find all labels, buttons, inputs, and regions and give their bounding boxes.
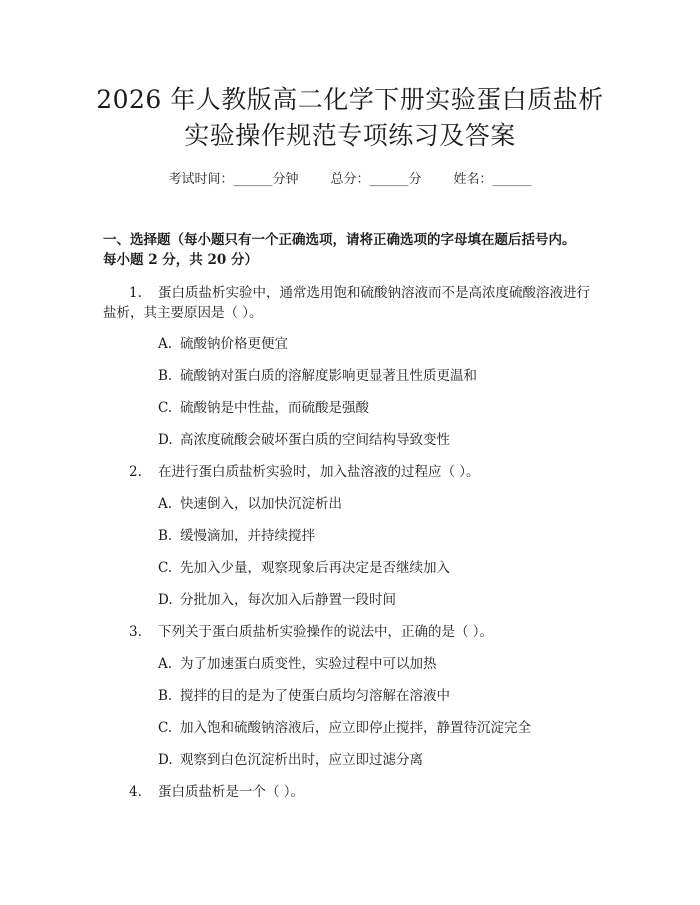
option-letter: B. <box>158 528 173 544</box>
option-letter: A. <box>158 656 173 672</box>
option-1d <box>158 430 598 450</box>
option-letter: A. <box>158 336 173 352</box>
option-text: 搅拌的目的是为了使蛋白质均匀溶解在溶液中 <box>180 688 450 704</box>
option-text: 观察到白色沉淀析出时，应立即过滤分离 <box>180 752 423 768</box>
question-text: 下列关于蛋白质盐析实验操作的说法中，正确的是（ ）。 <box>158 624 494 640</box>
option-letter: B. <box>158 368 173 384</box>
option-letter: D. <box>158 592 173 608</box>
option-text: 硫酸钠对蛋白质的溶解度影响更显著且性质更温和 <box>180 368 477 384</box>
option-text: 加入饱和硫酸钠溶液后，应立即停止搅拌，静置待沉淀完全 <box>180 720 531 736</box>
document-title-line2: 实验操作规范专项练习及答案 <box>184 121 516 150</box>
option-letter: C. <box>158 720 173 736</box>
question-text: 在进行蛋白质盐析实验时，加入盐溶液的过程应（ ）。 <box>158 464 480 480</box>
document-title-line1: 2026 年人教版高二化学下册实验蛋白质盐析 <box>96 85 604 114</box>
question-number: 3. <box>129 624 142 640</box>
question-text: 蛋白质盐析是一个（ ）。 <box>158 784 305 800</box>
option-2b <box>158 526 598 546</box>
option-text: 缓慢滴加，并持续搅拌 <box>180 528 315 544</box>
option-2d <box>158 590 598 610</box>
question-text-cont: 盐析，其主要原因是（ ）。 <box>103 305 263 321</box>
option-text: 硫酸钠是中性盐，而硫酸是强酸 <box>180 400 369 416</box>
question-1 <box>103 283 603 323</box>
option-3d <box>158 750 598 770</box>
exam-meta <box>0 168 700 187</box>
exam-name: 姓名：______ <box>453 172 532 187</box>
question-number: 1. <box>129 285 142 301</box>
question-2 <box>103 462 603 482</box>
question-text: 蛋白质盐析实验中，通常选用饱和硫酸钠溶液而不是高浓度硫酸溶液进行 <box>158 285 590 301</box>
option-3c <box>158 718 598 738</box>
option-3a <box>158 654 598 674</box>
option-letter: C. <box>158 400 173 416</box>
option-3b <box>158 686 598 706</box>
question-number: 2. <box>129 464 142 480</box>
section-heading-line2: 每小题 2 分，共 20 分） <box>103 252 258 268</box>
option-text: 硫酸钠价格更便宜 <box>180 336 288 352</box>
option-text: 分批加入，每次加入后静置一段时间 <box>180 592 396 608</box>
option-letter: D. <box>158 432 173 448</box>
section-heading <box>103 230 603 270</box>
option-text: 为了加速蛋白质变性，实验过程中可以加热 <box>180 656 437 672</box>
option-text: 先加入少量，观察现象后再决定是否继续加入 <box>180 560 450 576</box>
option-text: 高浓度硫酸会破坏蛋白质的空间结构导致变性 <box>180 432 450 448</box>
question-3 <box>103 622 603 642</box>
option-text: 快速倒入，以加快沉淀析出 <box>180 496 342 512</box>
section-heading-line1: 一、选择题（每小题只有一个正确选项，请将正确选项的字母填在题后括号内。 <box>103 232 576 248</box>
option-2a <box>158 494 598 514</box>
option-1a <box>158 334 598 354</box>
option-letter: A. <box>158 496 173 512</box>
option-letter: B. <box>158 688 173 704</box>
exam-score: 总分：______分 <box>330 172 422 187</box>
option-1c <box>158 398 598 418</box>
option-2c <box>158 558 598 578</box>
option-1b <box>158 366 598 386</box>
exam-time: 考试时间：______分钟 <box>168 172 299 187</box>
question-4 <box>103 782 603 802</box>
option-letter: D. <box>158 752 173 768</box>
question-number: 4. <box>129 784 142 800</box>
option-letter: C. <box>158 560 173 576</box>
